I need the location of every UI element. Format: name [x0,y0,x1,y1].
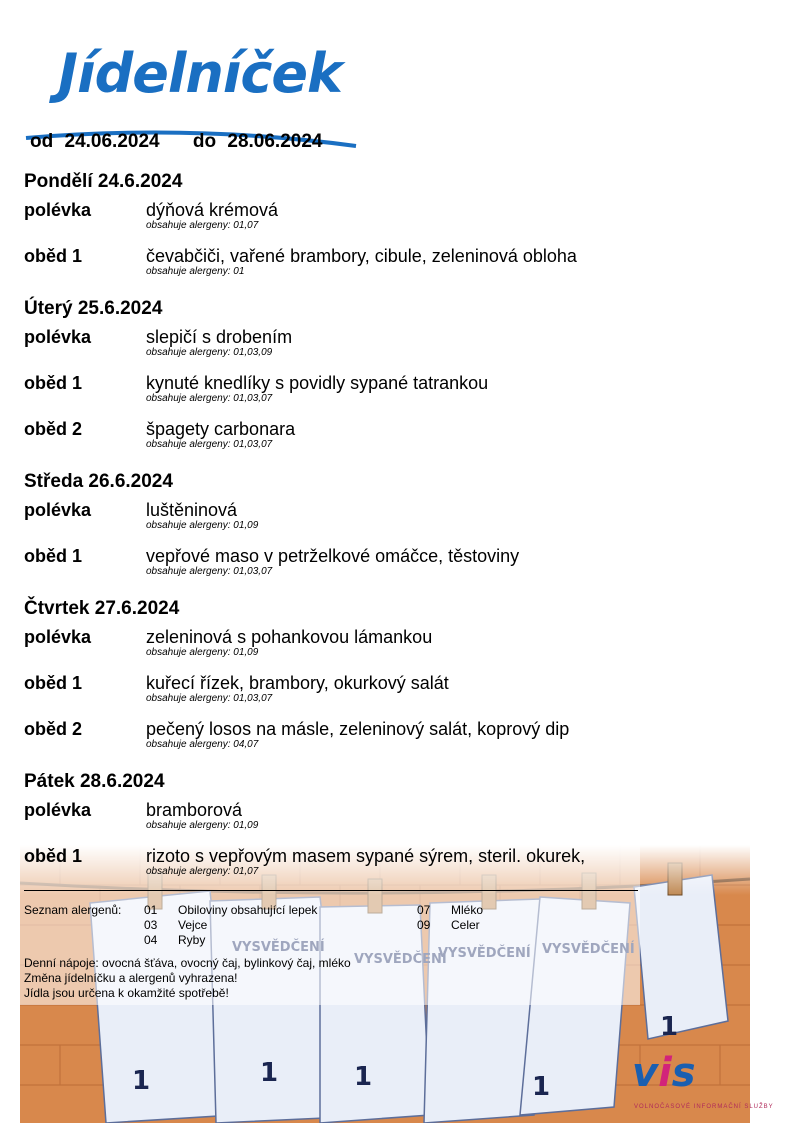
meal-dish: kynuté knedlíky s povidly sypané tatrankou [146,373,489,393]
meal-type: oběd 1 [24,846,83,866]
meal-allergens: obsahuje alergeny: 01,09 [146,647,259,658]
meal-allergens: obsahuje alergeny: 01 [146,266,245,277]
day-heading: Úterý 25.6.2024 [24,298,163,319]
meal-dish: rizoto s vepřovým masem sypané sýrem, steril. okurek, [146,846,586,866]
logo-subtitle: VOLNOČASOVÉ INFORMAČNÍ SLUŽBY [634,1104,774,1110]
meal-allergens: obsahuje alergeny: 01,03,09 [146,347,273,358]
legend-label: Seznam alergenů: [24,903,122,917]
legend-name: Vejce [178,918,208,932]
meal-dish: luštěninová [146,500,238,520]
meal-type: polévka [24,327,92,347]
note-changes: Změna jídelníčku a alergenů vyhrazena! [24,971,238,985]
to-date: 28.06.2024 [227,131,323,152]
meal-type: polévka [24,800,92,820]
meal-allergens: obsahuje alergeny: 04,07 [146,739,259,750]
logo-letter: v [632,1050,659,1096]
meal-dish: čevabčiči, vařené brambory, cibule, zeleninová obloha [146,246,577,266]
meal-type: oběd 1 [24,373,83,393]
meal-dish: vepřové maso v petrželkové omáčce, těstoviny [146,546,520,566]
day-heading: Středa 26.6.2024 [24,471,173,492]
meal-allergens: obsahuje alergeny: 01,07 [146,220,259,231]
to-label: do [192,131,217,152]
meal-allergens: obsahuje alergeny: 01,03,07 [146,439,273,450]
legend-code: 09 [417,918,431,932]
meal-type: polévka [24,627,92,647]
legend-name: Celer [451,918,480,932]
divider [24,890,638,891]
logo-letter: i [658,1050,672,1096]
meal-dish: bramborová [146,800,243,820]
meal-allergens: obsahuje alergeny: 01,03,07 [146,566,273,577]
page-title: Jídelníček [58,42,342,105]
meal-allergens: obsahuje alergeny: 01,09 [146,820,259,831]
day-heading: Čtvrtek 27.6.2024 [24,598,180,619]
from-date: 24.06.2024 [64,131,160,152]
legend-item [417,903,483,917]
meal-allergens: obsahuje alergeny: 01,03,07 [146,693,273,704]
legend-code: 03 [144,918,158,932]
note-consumption: Jídla jsou určena k okamžité spotřebě! [24,986,229,1000]
meal-type: oběd 1 [24,546,83,566]
legend-item [144,918,207,932]
meal-dish: slepičí s drobením [146,327,293,347]
meal-type: polévka [24,500,92,520]
legend-name: Ryby [178,933,206,947]
from-label: od [30,131,54,152]
legend-code: 01 [144,903,158,917]
meal-dish: dýňová krémová [146,200,279,220]
meal-type: polévka [24,200,92,220]
legend-item [417,918,480,932]
meal-dish: zeleninová s pohankovou lámankou [146,627,433,647]
legend-item [144,903,317,917]
vis-logo [632,1050,696,1096]
date-range [30,131,328,153]
meal-allergens: obsahuje alergeny: 01,09 [146,520,259,531]
legend-name: Mléko [451,903,484,917]
meal-type: oběd 1 [24,246,83,266]
meal-dish: pečený losos na másle, zeleninový salát, koprový dip [146,719,570,739]
meal-dish: kuřecí řízek, brambory, okurkový salát [146,673,449,693]
meal-allergens: obsahuje alergeny: 01,07 [146,866,259,877]
day-heading: Pátek 28.6.2024 [24,771,165,792]
meal-allergens: obsahuje alergeny: 01,03,07 [146,393,273,404]
meal-type: oběd 2 [24,719,83,739]
meal-dish: špagety carbonara [146,419,296,439]
note-drinks: Denní nápoje: ovocná šťáva, ovocný čaj, bylinkový čaj, mléko [24,956,351,970]
logo-letter: s [671,1050,696,1096]
meal-type: oběd 1 [24,673,83,693]
legend-item [144,933,205,947]
legend-code: 07 [417,903,431,917]
legend-name: Obiloviny obsahující lepek [178,903,318,917]
meal-type: oběd 2 [24,419,83,439]
legend-code: 04 [144,933,158,947]
notes [24,956,351,1001]
day-heading: Pondělí 24.6.2024 [24,171,183,192]
